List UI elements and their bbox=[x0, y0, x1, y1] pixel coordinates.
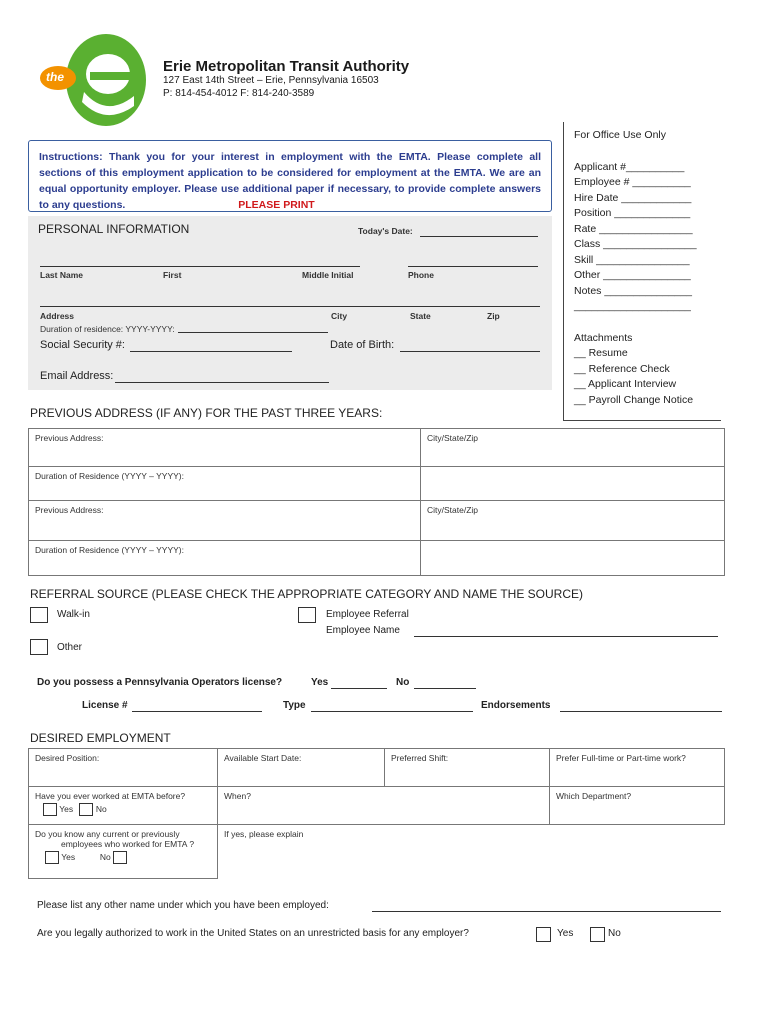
license-no-field[interactable] bbox=[414, 676, 476, 689]
license-type-field[interactable] bbox=[311, 699, 473, 712]
know-employees-no-checkbox[interactable] bbox=[113, 851, 127, 864]
previous-address-table bbox=[28, 428, 725, 576]
if-yes-cell[interactable] bbox=[218, 825, 725, 879]
if-yes-label: If yes, please explain bbox=[224, 829, 304, 839]
logo-text: the bbox=[46, 70, 64, 84]
attachment-item: __ Resume bbox=[574, 347, 628, 359]
attachment-item: __ Applicant Interview bbox=[574, 378, 677, 390]
desired-position-label: Desired Position: bbox=[35, 753, 100, 763]
city-state-zip-cell[interactable] bbox=[421, 501, 725, 541]
start-date-cell[interactable] bbox=[218, 749, 385, 787]
worked-before-yes-checkbox[interactable] bbox=[43, 803, 57, 816]
other-label: Other bbox=[57, 642, 83, 653]
yes-label: Yes bbox=[61, 851, 76, 862]
know-employees-cell bbox=[29, 825, 218, 879]
license-question: Do you possess a Pennsylvania Operators license? bbox=[37, 677, 283, 688]
desired-position-cell[interactable] bbox=[29, 749, 218, 787]
address-label: Address bbox=[40, 311, 75, 321]
license-type-label: Type bbox=[283, 700, 306, 711]
duration-label: Duration of Residence (YYYY – YYYY): bbox=[35, 471, 184, 481]
other-names-field[interactable] bbox=[372, 899, 721, 912]
middle-initial-label: Middle Initial bbox=[302, 270, 354, 280]
which-department-cell[interactable] bbox=[550, 787, 725, 825]
worked-before-label: Have you ever worked at EMTA before? bbox=[35, 791, 186, 801]
license-yes-field[interactable] bbox=[331, 676, 387, 689]
license-number-field[interactable] bbox=[132, 699, 262, 712]
office-field: Skill ________________ bbox=[574, 253, 690, 266]
org-phone: P: 814-454-4012 F: 814-240-3589 bbox=[163, 88, 315, 99]
worked-before-cell bbox=[29, 787, 218, 825]
authorized-no-label: No bbox=[608, 928, 621, 939]
other-names-label: Please list any other name under which you have been employed: bbox=[37, 900, 329, 911]
office-use-box bbox=[563, 122, 721, 421]
email-label: Email Address: bbox=[40, 370, 114, 382]
checkbox-icon bbox=[590, 927, 605, 942]
office-field: Other _______________ bbox=[574, 269, 691, 281]
todays-date-field[interactable] bbox=[420, 224, 538, 237]
full-part-cell[interactable] bbox=[550, 749, 725, 787]
personal-info-heading: PERSONAL INFORMATION bbox=[38, 222, 190, 236]
employee-referral-checkbox[interactable] bbox=[298, 606, 316, 624]
duration-label: Duration of Residence (YYYY – YYYY): bbox=[35, 545, 184, 555]
dob-field[interactable] bbox=[400, 338, 540, 352]
prev-address-label: Previous Address: bbox=[35, 505, 104, 515]
yes-label: Yes bbox=[59, 803, 74, 814]
todays-date-label: Today's Date: bbox=[358, 226, 413, 236]
employee-name-field[interactable] bbox=[414, 624, 718, 637]
email-field[interactable] bbox=[115, 369, 329, 383]
authorized-yes-label: Yes bbox=[557, 928, 574, 939]
preferred-shift-cell[interactable] bbox=[385, 749, 550, 787]
instructions-text: Instructions: Thank you for your interest in employment with the EMTA. Please complete all sections of this employment application to be considered for employment at the EMTA. We are an equal opportunity employer. Please use additional paper if necessary, to provide complete answers to any questions. bbox=[39, 151, 541, 211]
duration-label: Duration of residence: YYYY-YYYY: bbox=[40, 324, 175, 334]
know-employees-yes-checkbox[interactable] bbox=[45, 851, 59, 864]
please-print: PLEASE PRINT bbox=[238, 199, 315, 211]
prev-address-label: Previous Address: bbox=[35, 433, 104, 443]
city-label: City bbox=[331, 311, 348, 321]
employee-referral-label: Employee Referral bbox=[326, 609, 409, 620]
last-name-label: Last Name bbox=[40, 270, 83, 280]
preferred-shift-label: Preferred Shift: bbox=[391, 753, 449, 763]
office-field: Applicant #__________ bbox=[574, 160, 685, 173]
no-label: No bbox=[95, 803, 107, 814]
license-yes-label: Yes bbox=[311, 677, 329, 688]
walk-in-checkbox[interactable] bbox=[30, 606, 48, 624]
office-field: Rate ________________ bbox=[574, 222, 693, 235]
office-use-title: For Office Use Only bbox=[574, 129, 666, 141]
checkbox-icon bbox=[536, 927, 551, 942]
dob-label: Date of Birth: bbox=[330, 339, 395, 351]
office-field: ____________________ bbox=[574, 300, 691, 312]
know-employees-label-2: employees who worked for EMTA ? bbox=[61, 839, 195, 849]
desired-employment-heading: DESIRED EMPLOYMENT bbox=[30, 731, 171, 745]
office-field: Employee # __________ bbox=[574, 176, 691, 188]
phone-field[interactable] bbox=[408, 254, 538, 267]
personal-info-panel bbox=[28, 216, 552, 390]
zip-label: Zip bbox=[487, 311, 500, 321]
checkbox-icon bbox=[30, 639, 48, 655]
know-employees-label-1: Do you know any current or previously bbox=[35, 829, 180, 839]
start-date-label: Available Start Date: bbox=[224, 753, 302, 763]
endorsements-label: Endorsements bbox=[481, 700, 551, 711]
checkbox-icon bbox=[30, 607, 48, 623]
license-number-label: License # bbox=[82, 700, 128, 711]
when-label: When? bbox=[224, 791, 251, 801]
attachments-title: Attachments bbox=[574, 331, 633, 344]
office-field: Class ________________ bbox=[574, 238, 697, 250]
blank-cell bbox=[421, 467, 725, 501]
phone-label: Phone bbox=[408, 270, 434, 280]
duration-cell[interactable] bbox=[29, 467, 421, 501]
name-field[interactable] bbox=[40, 254, 360, 267]
instructions-box bbox=[28, 140, 552, 212]
endorsements-field[interactable] bbox=[560, 699, 722, 712]
duration-field[interactable] bbox=[178, 322, 328, 333]
org-address: 127 East 14th Street – Erie, Pennsylvania 16503 bbox=[163, 75, 379, 86]
ssn-field[interactable] bbox=[130, 338, 292, 352]
prev-address-cell[interactable] bbox=[29, 429, 421, 467]
authorized-label: Are you legally authorized to work in the United States on an unrestricted basis for any employer? bbox=[37, 928, 469, 939]
prev-address-cell[interactable] bbox=[29, 501, 421, 541]
blank-cell bbox=[421, 541, 725, 576]
authorized-no-checkbox[interactable] bbox=[590, 926, 605, 944]
ssn-label: Social Security #: bbox=[40, 339, 125, 351]
address-field[interactable] bbox=[40, 294, 540, 307]
license-no-label: No bbox=[396, 677, 410, 688]
office-field: Notes _______________ bbox=[574, 284, 692, 297]
attachment-item: __ Reference Check bbox=[574, 362, 670, 375]
first-name-label: First bbox=[163, 270, 182, 280]
full-part-label: Prefer Full-time or Part-time work? bbox=[556, 753, 686, 763]
walk-in-label: Walk-in bbox=[57, 609, 90, 620]
org-name: Erie Metropolitan Transit Authority bbox=[163, 58, 410, 75]
city-state-zip-label: City/State/Zip bbox=[427, 505, 479, 515]
city-state-zip-label: City/State/Zip bbox=[427, 433, 479, 443]
when-cell[interactable] bbox=[218, 787, 550, 825]
worked-before-no-checkbox[interactable] bbox=[79, 803, 93, 816]
state-label: State bbox=[410, 311, 431, 321]
office-field: Hire Date ____________ bbox=[574, 191, 692, 204]
attachment-item: __ Payroll Change Notice bbox=[574, 393, 694, 406]
employee-name-label: Employee Name bbox=[326, 625, 400, 636]
authorized-yes-checkbox[interactable] bbox=[536, 926, 551, 944]
other-checkbox[interactable] bbox=[30, 638, 48, 656]
desired-employment-table bbox=[28, 748, 725, 879]
office-field: Position _____________ bbox=[574, 207, 691, 219]
which-department-label: Which Department? bbox=[556, 791, 632, 801]
previous-address-heading: PREVIOUS ADDRESS (IF ANY) FOR THE PAST THREE YEARS: bbox=[30, 406, 383, 420]
no-label: No bbox=[99, 851, 111, 862]
checkbox-icon bbox=[298, 607, 316, 623]
duration-cell[interactable] bbox=[29, 541, 421, 576]
referral-heading: REFERRAL SOURCE (PLEASE CHECK THE APPROPRIATE CATEGORY AND NAME THE SOURCE) bbox=[30, 587, 584, 601]
city-state-zip-cell[interactable] bbox=[421, 429, 725, 467]
